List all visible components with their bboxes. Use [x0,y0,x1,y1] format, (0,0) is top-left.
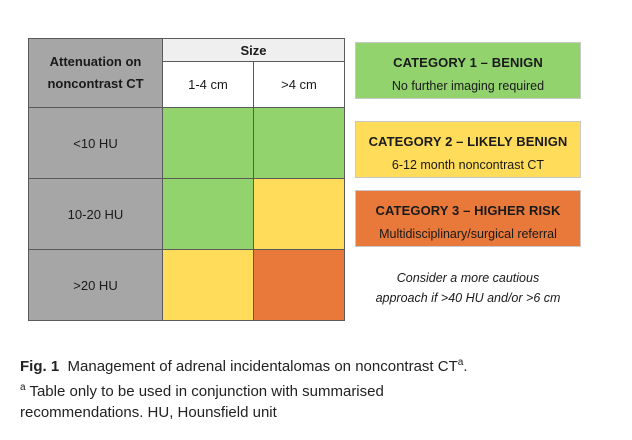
attenuation-header-line1: Attenuation on [49,54,142,69]
caution-note [355,268,581,308]
row-label-high: >20 HU [29,250,163,321]
row-label-low: <10 HU [29,108,163,179]
size-col-large: >4 cm [254,62,345,108]
category-3-subtitle: Multidisciplinary/surgical referral [379,227,557,241]
category-1-box [355,42,581,99]
decision-table [28,38,345,321]
cell-mid-large [254,179,345,250]
figure-caption [20,352,610,423]
size-header: Size [163,39,345,62]
cell-high-small [163,250,254,321]
caption-main-line: Fig. 1 Management of adrenal incidentalomas on noncontrast $CT^a$. [20,357,468,375]
cell-high-large [254,250,345,321]
attenuation-header [29,39,163,108]
category-2-title: CATEGORY 2 – LIKELY BENIGN [368,134,568,149]
caption-main-text: Management of adrenal incidentalomas on noncontrast CT [67,358,458,375]
caption-footnote-line1 [20,377,610,402]
category-2-subtitle: 6-12 month noncontrast CT [391,158,545,172]
cell-low-large [254,108,345,179]
caution-note-line2: approach if >40 HU and/or >6 cm [375,291,561,305]
caption-main-sup: a [457,357,464,368]
category-1-title: CATEGORY 1 – BENIGN [393,55,543,70]
cell-low-small [163,108,254,179]
category-3-title: CATEGORY 3 – HIGHER RISK [375,203,561,218]
category-3-box [355,190,581,247]
category-2-box [355,121,581,178]
row-label-mid: 10-20 HU [29,179,163,250]
caption-foot-text1: Table only to be used in conjunction with summarised [29,383,384,400]
figure-label: Fig. 1 [20,358,60,375]
caution-note-line1: Consider a more cautious [396,271,540,285]
size-col-small: 1-4 cm [163,62,254,108]
attenuation-header-line2: noncontrast CT [47,76,144,91]
caption-footnote-line2: recommendations. HU, Hounsfield unit [20,404,277,421]
category-1-subtitle: No further imaging required [391,79,545,93]
caption-foot-sup: a [20,382,26,393]
cell-mid-small [163,179,254,250]
